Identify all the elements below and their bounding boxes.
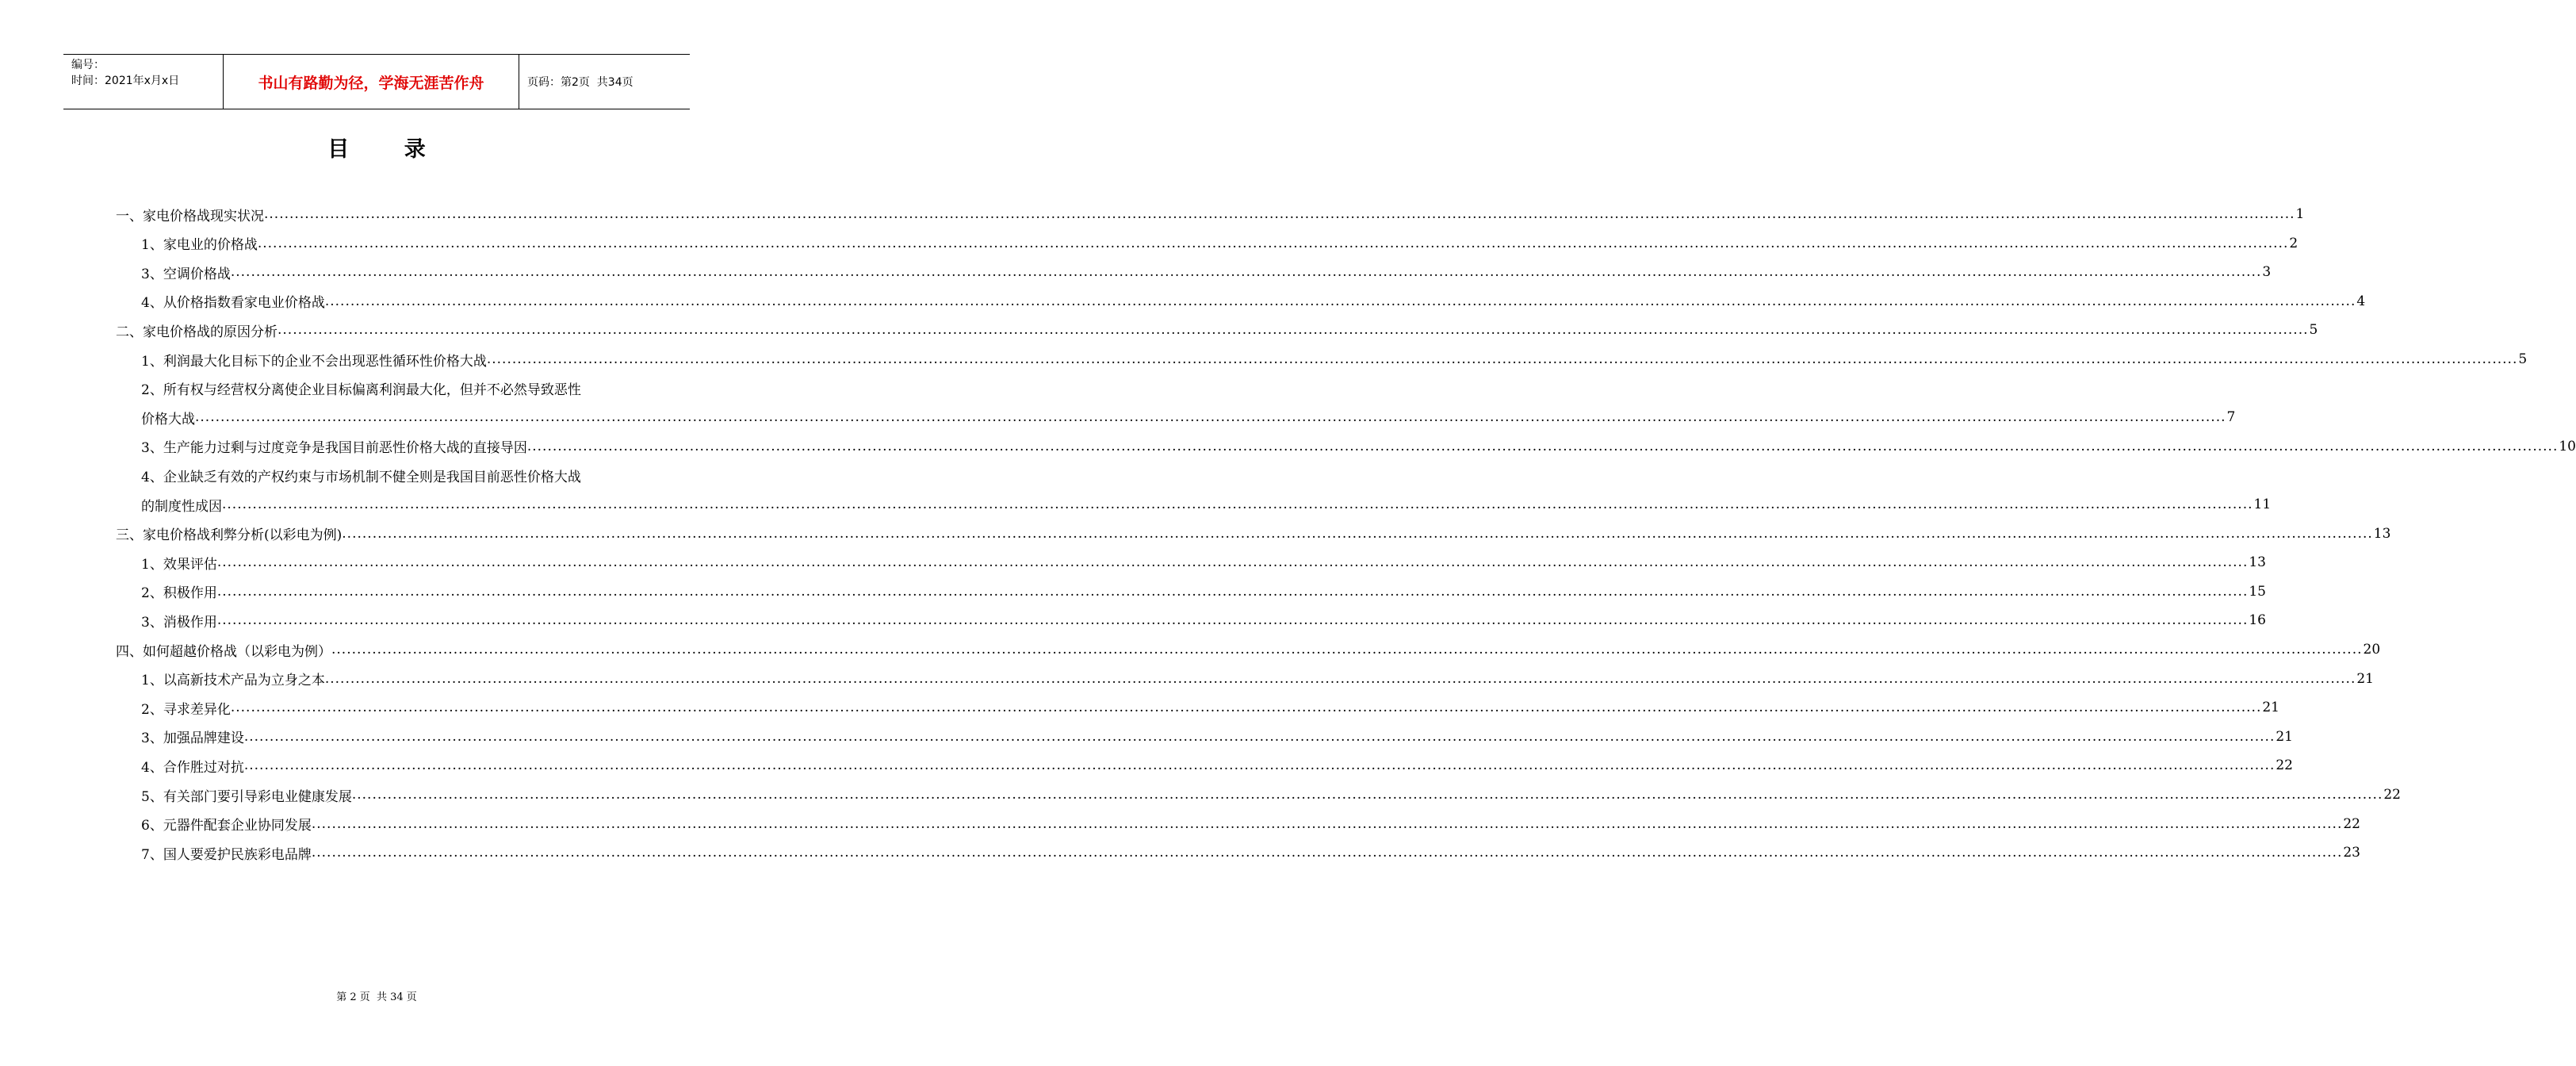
toc-entry[interactable] [141,403,2236,431]
toc-page-number: 15 [2249,583,2266,600]
toc-entry-title: 4、从价格指数看家电业价格战 [141,295,325,312]
toc-leader-dots: ................................................................................................................................................................................................................................................................................................................................................................................................................ [278,322,2309,339]
toc-entry-title: 1、效果评估 [141,556,217,573]
toc-entry[interactable] [116,520,2391,548]
toc-page-number: 4 [2356,293,2366,309]
toc-entry[interactable] [141,693,2279,722]
toc-page-number: 21 [2356,670,2374,687]
toc-entry[interactable] [116,316,2318,344]
header-page-info: 页码：第2页 共34页 [527,76,633,89]
header-page-cell [519,55,698,109]
toc-entry-title: 5、有关部门要引导彩电业健康发展 [141,788,352,805]
toc-leader-dots: ................................................................................................................................................................................................................................................................................................................................................................................................................ [243,757,2276,774]
toc-entry-title: 3、加强品牌建设 [141,730,244,747]
toc-entry[interactable] [116,200,2305,228]
toc-entry-title: 一、家电价格战现实状况 [116,208,264,224]
page-header [63,54,690,109]
toc-leader-dots: ................................................................................................................................................................................................................................................................................................................................................................................................................ [216,612,2249,629]
toc-leader-dots: ................................................................................................................................................................................................................................................................................................................................................................................................................ [257,235,2289,251]
toc-entry[interactable] [141,577,2266,606]
toc-entry-title: 2、寻求差异化 [141,701,231,718]
toc-entry-title: 四、如何超越价格战（以彩电为例） [116,643,331,660]
toc-entry[interactable] [141,287,2366,316]
toc-page-number: 10 [2559,438,2576,454]
toc-entry[interactable] [116,635,2381,664]
toc-leader-dots: ................................................................................................................................................................................................................................................................................................................................................................................................................ [311,845,2343,861]
toc-entry[interactable] [141,810,2360,838]
header-meta-cell [63,55,222,109]
toc-leader-dots: ................................................................................................................................................................................................................................................................................................................................................................................................................ [222,497,2253,512]
toc-entry[interactable] [141,751,2293,780]
toc-leader-dots: ................................................................................................................................................................................................................................................................................................................................................................................................................ [311,815,2343,832]
toc-entry-title: 价格大战 [141,411,195,428]
toc-entry-title: 1、以高新技术产品为立身之本 [141,673,325,689]
toc-leader-dots: ................................................................................................................................................................................................................................................................................................................................................................................................................ [230,264,2262,281]
toc-leader-dots: ................................................................................................................................................................................................................................................................................................................................................................................................................ [324,293,2356,309]
page-footer: 第 2 页 共 34 页 [336,991,417,1003]
toc-entry-title: 3、空调价格战 [141,266,231,282]
toc-page-number: 22 [2343,815,2360,832]
header-time-label: 时间：2021年x月x日 [71,75,180,87]
toc-page-number: 11 [2253,497,2272,512]
toc-page-number: 21 [2276,728,2293,745]
toc-entry-title: 二、家电价格战的原因分析 [116,324,278,340]
toc-entry[interactable] [141,229,2298,258]
toc-entry-title: 7、国人要爱护民族彩电品牌 [141,846,312,863]
toc-entry[interactable] [141,723,2293,751]
toc-leader-dots: ................................................................................................................................................................................................................................................................................................................................................................................................................ [264,206,2295,222]
header-motto: 书山有路勤为径，学海无涯苦作舟 [258,74,484,92]
toc-entry[interactable] [141,838,2360,867]
toc-page-number: 21 [2262,700,2279,716]
toc-leader-dots: ................................................................................................................................................................................................................................................................................................................................................................................................................ [486,351,2518,367]
toc-entry[interactable] [141,548,2266,577]
toc-entry[interactable] [141,258,2272,286]
toc-page-number: 22 [2383,787,2401,803]
toc-page-number: 7 [2226,409,2236,426]
toc-page-number: 23 [2343,845,2360,861]
toc-entry[interactable] [141,374,581,403]
toc-page-number: 3 [2262,264,2272,281]
header-number-label: 编号： [71,59,105,71]
toc-entry-title: 1、利润最大化目标下的企业不会出现恶性循环性价格大战 [141,353,487,370]
toc-entry[interactable] [141,490,2272,519]
toc-entry[interactable] [141,345,2528,374]
toc-entry[interactable] [141,606,2266,635]
toc-entry-title: 2、积极作用 [141,585,217,602]
toc-entry[interactable] [141,665,2374,693]
toc-page-number: 16 [2249,612,2266,629]
toc-entry-title: 3、消极作用 [141,614,217,631]
toc-page-number: 5 [2309,322,2318,339]
toc-page-number: 20 [2363,642,2381,658]
toc-leader-dots: ................................................................................................................................................................................................................................................................................................................................................................................................................ [216,583,2249,600]
toc-entry[interactable] [141,461,581,489]
toc-page-number: 5 [2518,351,2528,367]
toc-entry-title: 三、家电价格战利弊分析(以彩电为例) [116,527,343,544]
toc-page-number: 1 [2295,206,2305,222]
toc-entry-title: 2、所有权与经营权分离使企业目标偏离利润最大化，但并不必然导致恶性 [141,382,581,399]
toc-leader-dots: ................................................................................................................................................................................................................................................................................................................................................................................................................ [230,700,2262,716]
toc-leader-dots: ................................................................................................................................................................................................................................................................................................................................................................................................................ [195,409,2226,426]
toc-leader-dots: ................................................................................................................................................................................................................................................................................................................................................................................................................ [324,670,2356,687]
toc-leader-dots: ................................................................................................................................................................................................................................................................................................................................................................................................................ [243,728,2276,745]
toc-entry[interactable] [141,432,2576,461]
toc-page-number: 13 [2249,554,2266,571]
toc-entry-title: 3、生产能力过剩与过度竞争是我国目前恶性价格大战的直接导因 [141,440,527,457]
toc-entry-title: 4、企业缺乏有效的产权约束与市场机制不健全则是我国目前恶性价格大战 [141,469,581,485]
toc-page-number: 2 [2289,235,2298,251]
page-title: 目 录 [327,137,450,162]
toc-leader-dots: ................................................................................................................................................................................................................................................................................................................................................................................................................ [331,642,2363,658]
toc-entry-title: 6、元器件配套企业协同发展 [141,818,312,834]
header-motto-cell [223,55,519,109]
toc-leader-dots: ................................................................................................................................................................................................................................................................................................................................................................................................................ [216,554,2249,571]
toc-entry-title: 1、家电业的价格战 [141,237,258,254]
toc-leader-dots: ................................................................................................................................................................................................................................................................................................................................................................................................................ [351,787,2383,803]
toc-entry-title: 4、合作胜过对抗 [141,759,244,776]
toc-entry-title: 的制度性成因 [141,498,222,515]
toc-entry[interactable] [141,780,2401,809]
toc-leader-dots: ................................................................................................................................................................................................................................................................................................................................................................................................................ [342,525,2373,542]
toc-page-number: 22 [2276,757,2293,774]
toc-leader-dots: ................................................................................................................................................................................................................................................................................................................................................................................................................ [526,438,2559,454]
toc-page-number: 13 [2373,525,2391,542]
